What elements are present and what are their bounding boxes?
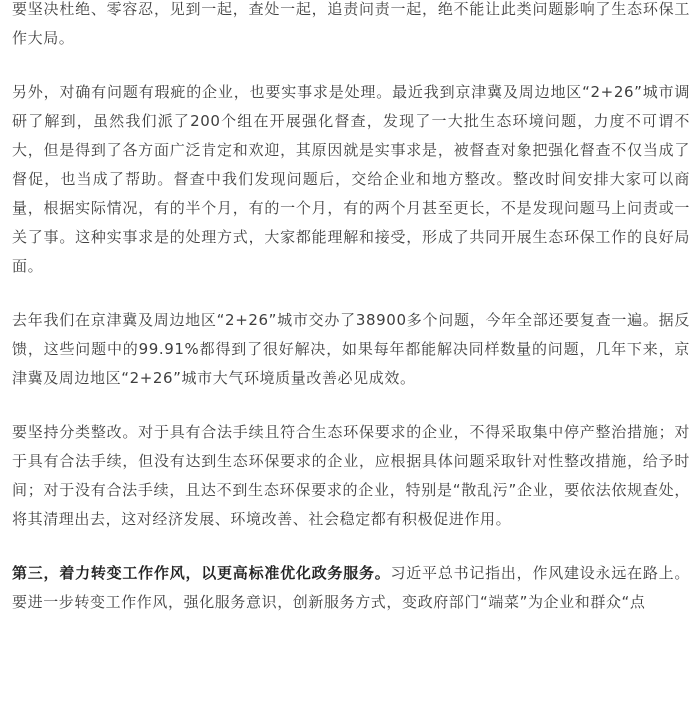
paragraph-text: 习近平总书记指出，作风建设永远在路上。要进一步转变工作作风，强化服务意识，创新服务方式，变政府部门“端菜”为企业和群众“点	[12, 564, 690, 611]
paragraph-lead-bold: 第三，着力转变工作作风，以更高标准优化政务服务。	[12, 564, 391, 582]
paragraph-5	[12, 559, 690, 617]
paragraph-1	[12, 0, 690, 53]
paragraph-text: 另外，对确有问题有瑕疵的企业，也要实事求是处理。最近我到京津冀及周边地区“2+26”城市调研了解到，虽然我们派了200个组在开展强化督查，发现了一大批生态环境问题，力度不可谓不大，但是得到了各方面广泛肯定和欢迎，其原因就是实事求是，被督查对象把强化督查不仅当成了督促，也当成了帮助。督查中我们发现问题后，交给企业和地方整改。整改时间安排大家可以商量，根据实际情况，有的半个月，有的一个月，有的两个月甚至更长，不是发现问题马上问责或一关了事。这种实事求是的处理方式，大家都能理解和接受，形成了共同开展生态环保工作的良好局面。	[12, 83, 690, 275]
paragraph-text: 要坚决杜绝、零容忍，见到一起，查处一起，追责问责一起，绝不能让此类问题影响了生态环保工作大局。	[12, 0, 690, 47]
paragraph-3	[12, 306, 690, 393]
article-body	[12, 0, 690, 617]
paragraph-text: 要坚持分类整改。对于具有合法手续且符合生态环保要求的企业，不得采取集中停产整治措施；对于具有合法手续，但没有达到生态环保要求的企业，应根据具体问题采取针对性整改措施，给予时间；对于没有合法手续，且达不到生态环保要求的企业，特别是“散乱污”企业，要依法依规查处，将其清理出去，这对经济发展、环境改善、社会稳定都有积极促进作用。	[12, 423, 690, 528]
paragraph-4	[12, 418, 690, 534]
paragraph-text: 去年我们在京津冀及周边地区“2+26”城市交办了38900多个问题，今年全部还要复查一遍。据反馈，这些问题中的99.91%都得到了很好解决，如果每年都能解决同样数量的问题，几年下来，京津冀及周边地区“2+26”城市大气环境质量改善必见成效。	[12, 311, 690, 387]
paragraph-2	[12, 78, 690, 281]
